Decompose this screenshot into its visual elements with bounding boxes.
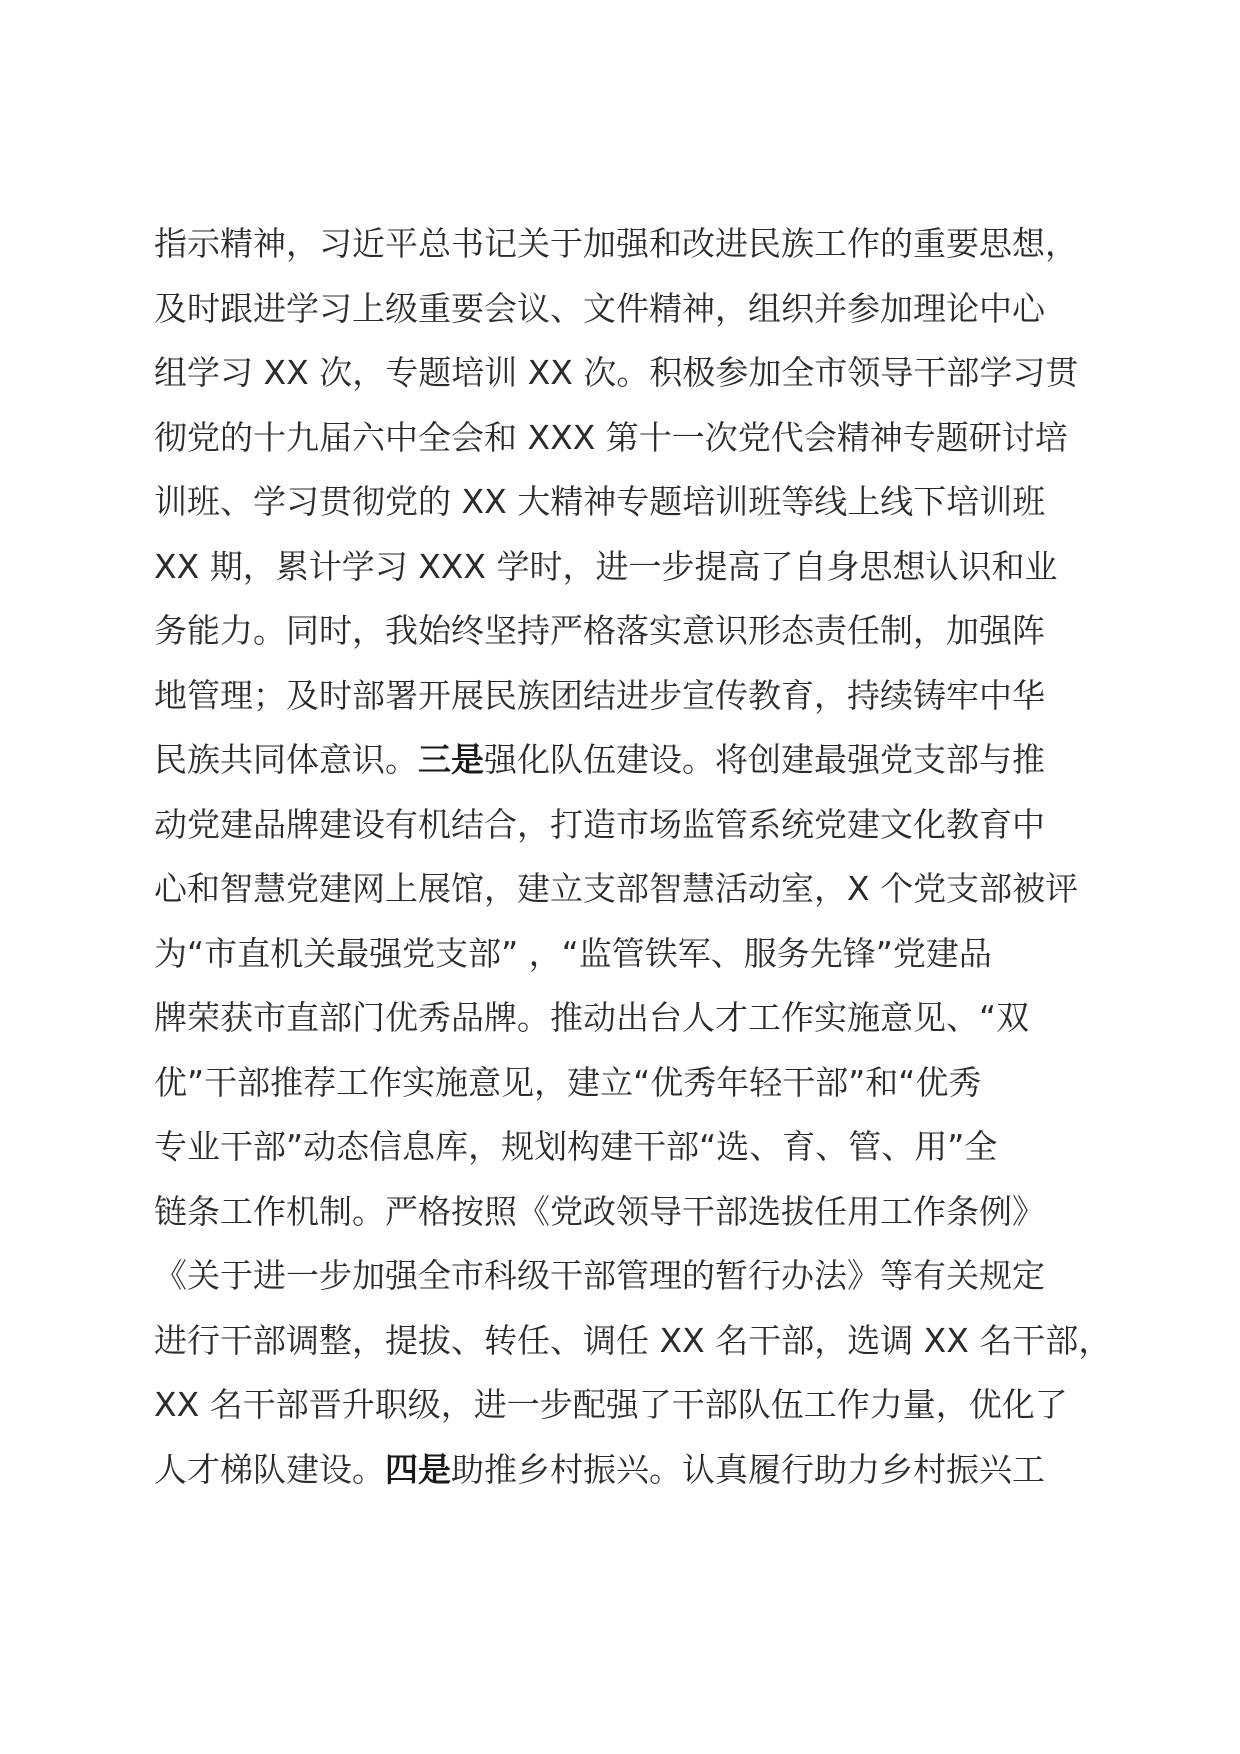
text-line: 牌荣获市直部门优秀品牌。推动出台人才工作实施意见、“双 [154, 998, 1030, 1037]
text-line: 进行干部调整，提拔、转任、调任 XX 名干部，选调 XX 名干部， [154, 1320, 1112, 1360]
text-line: 地管理；及时部署开展民族团结进步宣传教育，持续铸牢中华 [154, 675, 1045, 715]
text-line: 优”干部推荐工作实施意见，建立“优秀年轻干部”和“优秀 [154, 1062, 982, 1102]
body-text [154, 212, 1114, 1502]
text-segment: 人才梯队建设。 [154, 1449, 385, 1489]
text-line: XX 期，累计学习 XXX 学时，进一步提高了自身思想认识和业 [154, 546, 1058, 586]
text-line: 链条工作机制。严格按照《党政领导干部选拔任用工作条例》 [154, 1191, 1045, 1231]
text-line: 彻党的十九届六中全会和 XXX 第十一次党代会精神专题研讨培 [154, 417, 1068, 457]
text-line: 指示精神，习近平总书记关于加强和改进民族工作的重要思想， [154, 224, 1078, 263]
text-line: 动党建品牌建设有机结合，打造市场监管系统党建文化教育中 [154, 804, 1045, 844]
text-line: XX 名干部晋升职级，进一步配强了干部队伍工作力量，优化了 [154, 1385, 1068, 1424]
text-line: 为“市直机关最强党支部” ，“监管铁军、服务先锋”党建品 [154, 933, 992, 973]
text-line: 组学习 XX 次，专题培训 XX 次。积极参加全市领导干部学习贯 [154, 353, 1079, 392]
text-line [154, 1438, 1114, 1503]
text-segment: 强化队伍建设。将创建最强党支部与推 [484, 740, 1045, 779]
text-line: 专业干部”动态信息库，规划构建干部“选、育、管、用”全 [154, 1127, 998, 1166]
text-line: 心和智慧党建网上展馆，建立支部智慧活动室，X 个党支部被评 [154, 869, 1079, 908]
text-line [154, 728, 1114, 793]
text-line: 训班、学习贯彻党的 XX 大精神专题培训班等线上线下培训班 [154, 482, 1046, 521]
text-segment: 助推乡村振兴。认真履行助力乡村振兴工 [451, 1449, 1045, 1489]
text-line: 务能力。同时，我始终坚持严格落实意识形态责任制，加强阵 [154, 611, 1045, 650]
text-segment: 民族共同体意识。 [154, 740, 418, 779]
bold-heading-marker: 三是 [418, 740, 484, 779]
text-line: 及时跟进学习上级重要会议、文件精神，组织并参加理论中心 [154, 288, 1045, 328]
text-line: 《关于进一步加强全市科级干部管理的暂行办法》等有关规定 [154, 1256, 1045, 1295]
bold-heading-marker: 四是 [385, 1449, 451, 1489]
